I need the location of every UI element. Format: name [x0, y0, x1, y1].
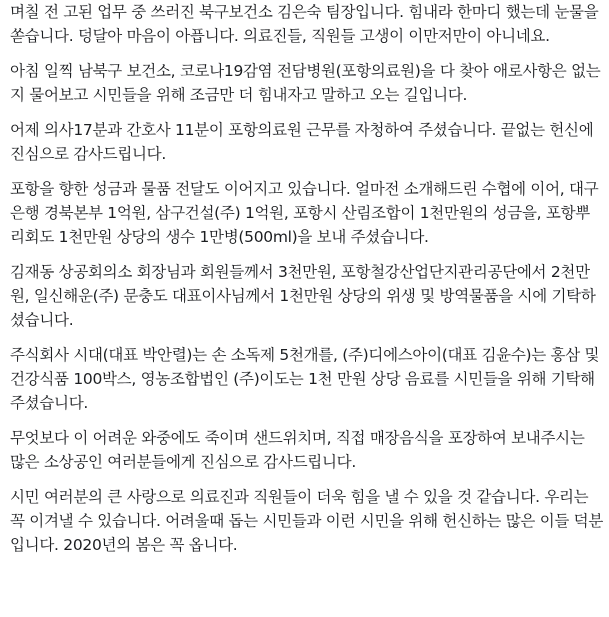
- post-paragraph-5: 김재동 상공회의소 회장님과 회원들께서 3천만원, 포항철강산업단지관리공단에서 2천만원, 일신해운(주) 문충도 대표이사님께서 1천만원 상당의 위생 및 방역물품을 시에 기탁하셨습니다.: [10, 262, 596, 330]
- post-paragraph-8: 시민 여러분의 큰 사랑으로 의료진과 직원들이 더욱 힘을 낼 수 있을 것 같습니다. 우리는 꼭 이겨낼 수 있습니다. 어려울때 돕는 시민들과 이런 시민을 위해 헌신하는 많은 이들 덕분입니다. 2020년의 봄은 꼭 옵니다.: [10, 487, 604, 555]
- post-paragraph-3: 어제 의사17분과 간호사 11분이 포항의료원 근무를 자청하여 주셨습니다. 끝없는 헌신에 진심으로 감사드립니다.: [10, 120, 594, 164]
- post-paragraph-2: 아침 일찍 남북구 보건소, 코로나19감염 전담병원(포항의료원)을 다 찾아 애로사항은 없는지 물어보고 시민들을 위해 조금만 더 힘내자고 말하고 오는 길입니다.: [10, 61, 601, 105]
- post-paragraph-7: 무엇보다 이 어려운 와중에도 죽이며 샌드위치며, 직접 매장음식을 포장하여 보내주시는 많은 소상공인 여러분들에게 진심으로 감사드립니다.: [10, 429, 585, 472]
- post-paragraph-1: 며칠 전 고된 업무 중 쓰러진 북구보건소 김은숙 팀장입니다. 힘내라 한마디 했는데 눈물을 쏟습니다. 덩달아 마음이 아픕니다. 의료진들, 직원들 고생이 이만저만이 아니네요.: [10, 3, 599, 46]
- post-paragraph-6: 주식회사 시대(대표 박안렬)는 손 소독제 5천개를, (주)디에스아이(대표 김윤수)는 홍삼 및 건강식품 100박스, 영농조합법인 (주)이도는 1천 만원 상당 음료를 시민들을 위해 기탁해 주셨습니다.: [10, 345, 600, 413]
- post-paragraph-4: 포항을 향한 성금과 물품 전달도 이어지고 있습니다. 얼마전 소개해드린 수협에 이어, 대구은행 경북본부 1억원, 삼구건설(주) 1억원, 포항시 산림조합이 1천만원의 성금을, 포항뿌리회도 1천만원 상당의 생수 1만병(500ml)을 보내 주셨습니다.: [10, 179, 599, 247]
